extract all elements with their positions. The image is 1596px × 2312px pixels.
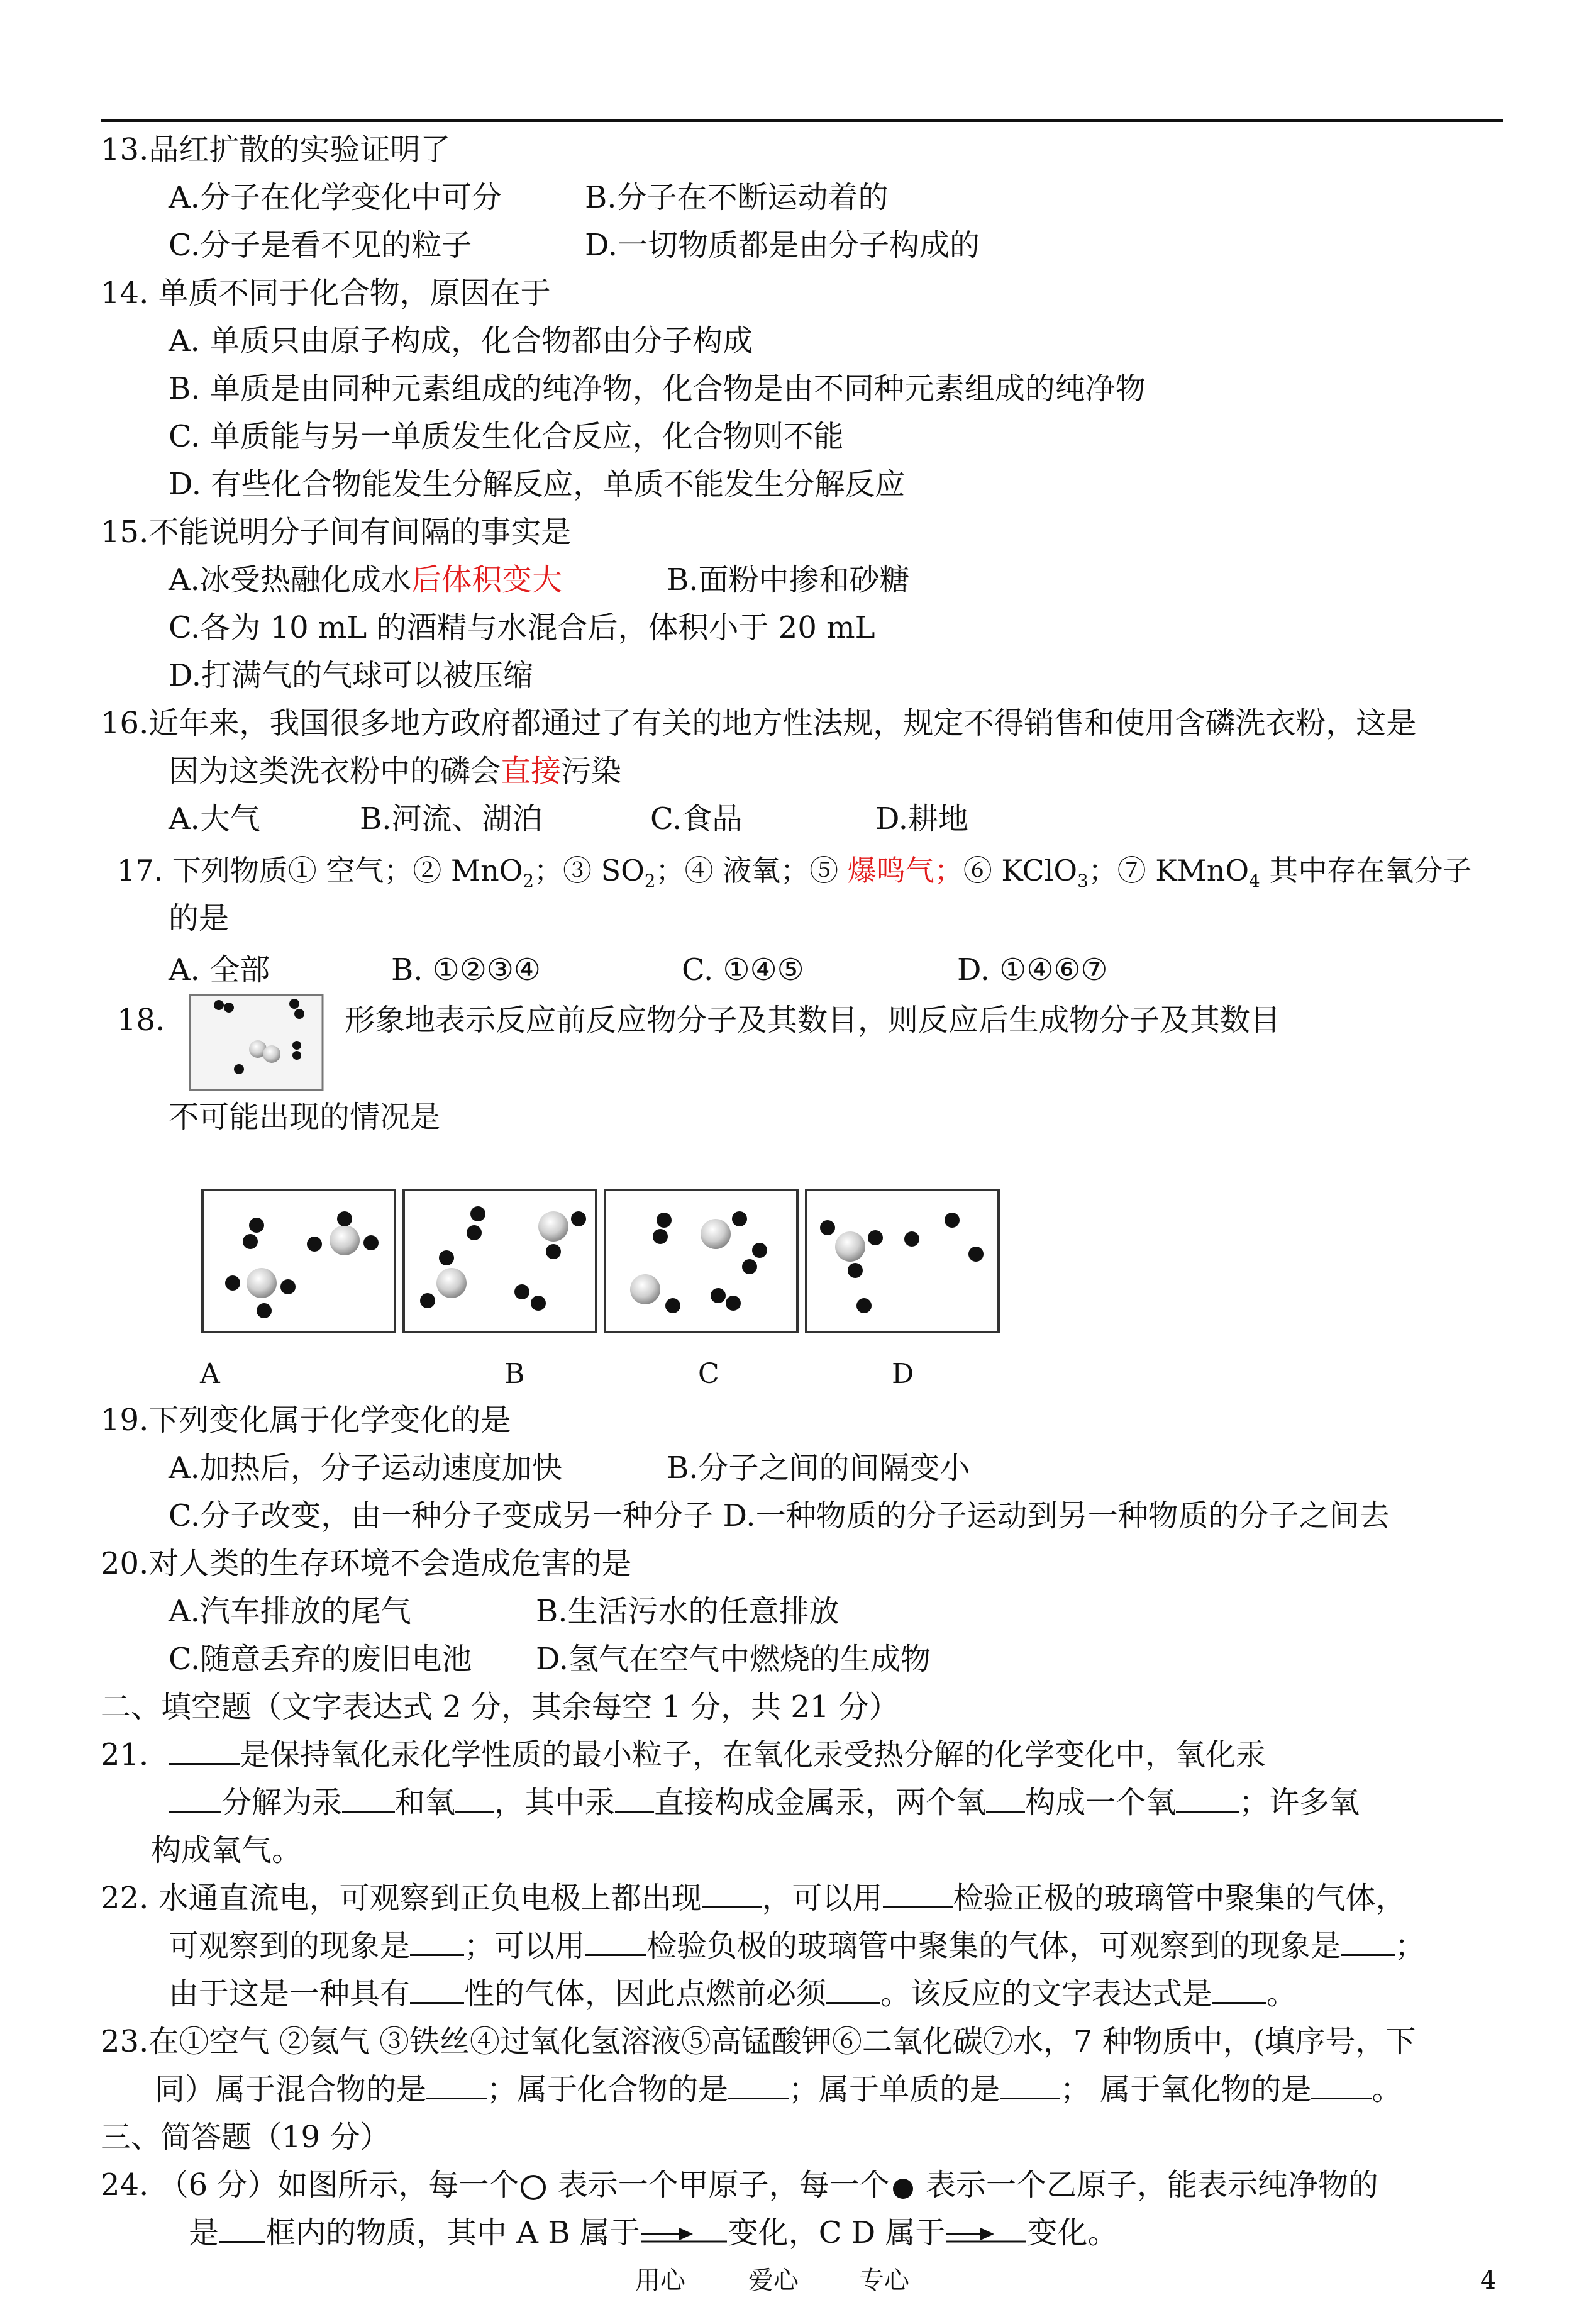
q22-blank-6[interactable] — [410, 1977, 464, 2004]
q18-label-b: B — [504, 1358, 525, 1390]
q21-text-4: ，其中汞 — [494, 1785, 616, 1820]
filled-circle-icon — [890, 2174, 916, 2201]
q24-text-1: 24. （6 分）如图所示，每一个 — [101, 2167, 519, 2203]
q17-highlight: 爆鸣气； — [847, 853, 963, 887]
q21-line1 — [101, 1735, 1266, 1775]
q21-blank-4[interactable] — [455, 1786, 494, 1813]
q20-option-d: D.氢气在空气中燃烧的生成物 — [536, 1642, 931, 1677]
q20-option-a: A.汽车排放的尾气 — [169, 1594, 411, 1629]
q17-option-d: D. ①④⑥⑦ — [957, 952, 1108, 987]
q19-option-b: B.分子之间的间隔变小 — [667, 1450, 970, 1486]
q21-text-5: 直接构成金属汞，两个氧 — [654, 1785, 987, 1820]
q19-option-a: A.加热后，分子运动速度加快 — [169, 1450, 562, 1486]
q16-line2-text: 因为这类洗衣粉中的磷会 — [169, 753, 501, 789]
q22-blank-3[interactable] — [410, 1929, 464, 1956]
q13-option-b: B.分子在不断运动着的 — [585, 180, 889, 215]
q17-line2: 的是 — [169, 901, 230, 936]
q18-option-c-diagram — [604, 1189, 799, 1333]
q24-text-7: 变化。 — [1027, 2215, 1118, 2250]
q21-blank-7[interactable] — [1176, 1786, 1239, 1813]
q23-line2 — [155, 2069, 1402, 2109]
q17-text-5: ；⑦ KMnO — [1088, 853, 1250, 887]
q24-text-2: 表示一个甲原子，每一个 — [548, 2167, 890, 2203]
q17-option-c: C. ①④⑤ — [682, 952, 804, 987]
q22-text-11: 。 — [1266, 1976, 1297, 2011]
arrow-right-icon — [640, 2223, 728, 2248]
q24-blank-1[interactable] — [219, 2216, 265, 2243]
q18-line2: 不可能出现的情况是 — [169, 1099, 441, 1135]
q23-blank-4[interactable] — [1311, 2072, 1372, 2099]
q16-option-b: B.河流、湖泊 — [360, 801, 543, 836]
q16-line2-highlight: 直接 — [501, 753, 562, 789]
q13-option-d: D.一切物质都是由分子构成的 — [585, 228, 980, 263]
q22-text-4: 可观察到的现象是 — [169, 1928, 411, 1964]
q21-blank-6[interactable] — [986, 1786, 1025, 1813]
q15-option-a — [169, 560, 562, 600]
q16-option-c: C.食品 — [650, 801, 743, 836]
q17-sub-1: 2 — [523, 870, 535, 892]
q17-sub-4: 4 — [1249, 870, 1260, 892]
q18-label-a: A — [200, 1358, 220, 1390]
q22-text-10: 。该反应的文字表达式是 — [880, 1976, 1213, 2011]
q19-option-cd: C.分子改变，由一种分子变成另一种分子 D.一种物质的分子运动到另一种物质的分子之间去 — [169, 1498, 1390, 1533]
footer-text-c: 专心 — [859, 2266, 909, 2295]
q17-option-a: A. 全部 — [169, 952, 270, 987]
q24-text-4: 是 — [189, 2215, 219, 2250]
q17-sub-3: 3 — [1077, 870, 1089, 892]
q24-line2 — [189, 2213, 1117, 2253]
q23-text-1: 同）属于混合物的是 — [155, 2072, 427, 2107]
q22-text-7: ； — [1395, 1928, 1426, 1964]
q22-blank-5[interactable] — [1341, 1929, 1395, 1956]
q22-text-6: 检验负极的玻璃管中聚集的气体，可观察到的现象是 — [646, 1928, 1341, 1964]
q22-blank-8[interactable] — [1212, 1977, 1266, 2004]
q15-option-a-text: A.冰受热融化成水 — [169, 562, 411, 597]
q20-option-c: C.随意丢弃的废旧电池 — [169, 1642, 472, 1677]
q19-stem: 19.下列变化属于化学变化的是 — [101, 1403, 511, 1438]
q17-text-3: ；④ 液氧；⑤ — [655, 853, 848, 887]
q24-text-3: 表示一个乙原子，能表示纯净物的 — [916, 2167, 1378, 2203]
q21-text-1: 是保持氧化汞化学性质的最小粒子，在氧化汞受热分解的化学变化中，氧化汞 — [240, 1737, 1266, 1772]
q16-option-a: A.大气 — [169, 801, 260, 836]
q15-option-c: C.各为 10 mL 的酒精与水混合后，体积小于 20 mL — [169, 610, 875, 645]
q16-line2 — [169, 751, 621, 791]
q18-reactant-thumbnail — [189, 994, 324, 1091]
q24-line1 — [101, 2165, 1378, 2205]
q22-text-9: 性的气体，因此点燃前必须 — [464, 1976, 827, 2011]
q15-stem: 15.不能说明分子间有间隔的事实是 — [101, 514, 572, 550]
q14-option-b: B. 单质是由同种元素组成的纯净物，化合物是由不同种元素组成的纯净物 — [169, 371, 1146, 406]
q24-text-6: 变化，C D 属于 — [728, 2215, 946, 2250]
q23-text-2: ；属于化合物的是 — [487, 2072, 729, 2107]
q17-text-4: ⑥ KClO — [963, 853, 1078, 887]
q17-line1 — [117, 850, 1471, 891]
q18-option-a-diagram — [201, 1189, 396, 1333]
q18-number: 18. — [117, 1003, 165, 1038]
q23-blank-1[interactable] — [426, 2072, 487, 2099]
q22-blank-4[interactable] — [585, 1929, 646, 1956]
arrow-right-icon — [945, 2223, 1027, 2248]
q15-option-b: B.面粉中掺和砂糖 — [667, 562, 910, 597]
q22-blank-1[interactable] — [702, 1881, 762, 1908]
q21-blank-1[interactable] — [169, 1738, 240, 1765]
page-number: 4 — [1480, 2266, 1497, 2295]
q23-text-3: ；属于单质的是 — [789, 2072, 1000, 2107]
q17-text-1: 17. 下列物质① 空气；② MnO — [117, 853, 523, 887]
q17-text-6: 其中存在氧分子 — [1260, 853, 1472, 887]
q16-line1: 16.近年来，我国很多地方政府都通过了有关的地方性法规，规定不得销售和使用含磷洗衣粉，这是 — [101, 706, 1417, 741]
q14-stem: 14. 单质不同于化合物，原因在于 — [101, 275, 551, 311]
q21-text-2: 分解为汞 — [221, 1785, 343, 1820]
q21-line2 — [169, 1782, 1360, 1823]
q21-blank-3[interactable] — [342, 1786, 395, 1813]
q14-option-c: C. 单质能与另一单质发生化合反应，化合物则不能 — [169, 419, 844, 454]
q13-stem: 13.品红扩散的实验证明了 — [101, 132, 451, 167]
q14-option-d: D. 有些化合物能发生分解反应，单质不能发生分解反应 — [169, 467, 906, 502]
q21-line3: 构成氧气。 — [151, 1833, 302, 1868]
q21-text-3: 和氧 — [395, 1785, 456, 1820]
q14-option-a: A. 单质只由原子构成，化合物都由分子构成 — [169, 323, 753, 358]
q23-blank-3[interactable] — [1000, 2072, 1060, 2099]
q22-line3 — [169, 1974, 1297, 2014]
q21-text-7: ；许多氧 — [1239, 1785, 1360, 1820]
q17-text-2: ；③ SO — [534, 853, 645, 887]
q20-option-b: B.生活污水的任意排放 — [536, 1594, 840, 1629]
header-rule — [101, 119, 1503, 122]
q22-text-3: 检验正极的玻璃管中聚集的气体， — [953, 1881, 1406, 1916]
q17-sub-2: 2 — [644, 870, 656, 892]
q22-blank-7[interactable] — [826, 1977, 880, 2004]
q23-blank-2[interactable] — [728, 2072, 789, 2099]
q21-number: 21． — [101, 1737, 170, 1772]
q18-label-d: D — [892, 1358, 914, 1390]
q15-option-d: D.打满气的气球可以被压缩 — [169, 658, 534, 693]
hollow-circle-icon — [519, 2173, 548, 2202]
footer-text-b: 爱心 — [748, 2266, 799, 2295]
q16-line2-tail: 污染 — [561, 753, 622, 789]
q18-option-d-diagram — [805, 1189, 1000, 1333]
q16-option-d: D.耕地 — [875, 801, 969, 836]
q21-blank-2[interactable] — [169, 1786, 221, 1813]
q18-text: 形象地表示反应前反应物分子及其数目，则反应后生成物分子及其数目 — [345, 1003, 1281, 1038]
q24-text-5: 框内的物质，其中 A B 属于 — [265, 2215, 640, 2250]
q22-line2 — [169, 1926, 1425, 1966]
q15-option-a-highlight: 后体积变大 — [411, 562, 562, 597]
q22-blank-2[interactable] — [883, 1881, 953, 1908]
q22-line1 — [101, 1878, 1406, 1918]
section-2-heading: 二、填空题（文字表达式 2 分，其余每空 1 分，共 21 分） — [101, 1689, 899, 1725]
q17-option-b: B. ①②③④ — [391, 952, 541, 987]
q21-text-6: 构成一个氧 — [1025, 1785, 1177, 1820]
q18-label-c: C — [698, 1358, 719, 1390]
q22-text-8: 由于这是一种具有 — [169, 1976, 411, 2011]
q23-text-4: ； 属于氧化物的是 — [1060, 2072, 1312, 2107]
section-3-heading: 三、简答题（19 分） — [101, 2120, 391, 2155]
footer-text-a: 用心 — [635, 2266, 685, 2295]
q22-text-2: ，可以用 — [762, 1881, 883, 1916]
q22-text-5: ；可以用 — [464, 1928, 585, 1964]
q23-text-5: 。 — [1372, 2072, 1402, 2107]
q22-text-1: 22. 水通直流电，可观察到正负电极上都出现 — [101, 1881, 702, 1916]
q23-line1: 23.在①空气 ②氦气 ③铁丝④过氧化氢溶液⑤高锰酸钾⑥二氧化碳⑦水，7 种物质中，(填序号，下 — [101, 2024, 1416, 2059]
q13-option-a: A.分子在化学变化中可分 — [169, 180, 502, 215]
q18-option-b-diagram — [402, 1189, 597, 1333]
q13-option-c: C.分子是看不见的粒子 — [169, 228, 472, 263]
q20-stem: 20.对人类的生存环境不会造成危害的是 — [101, 1546, 632, 1581]
q21-blank-5[interactable] — [615, 1786, 654, 1813]
